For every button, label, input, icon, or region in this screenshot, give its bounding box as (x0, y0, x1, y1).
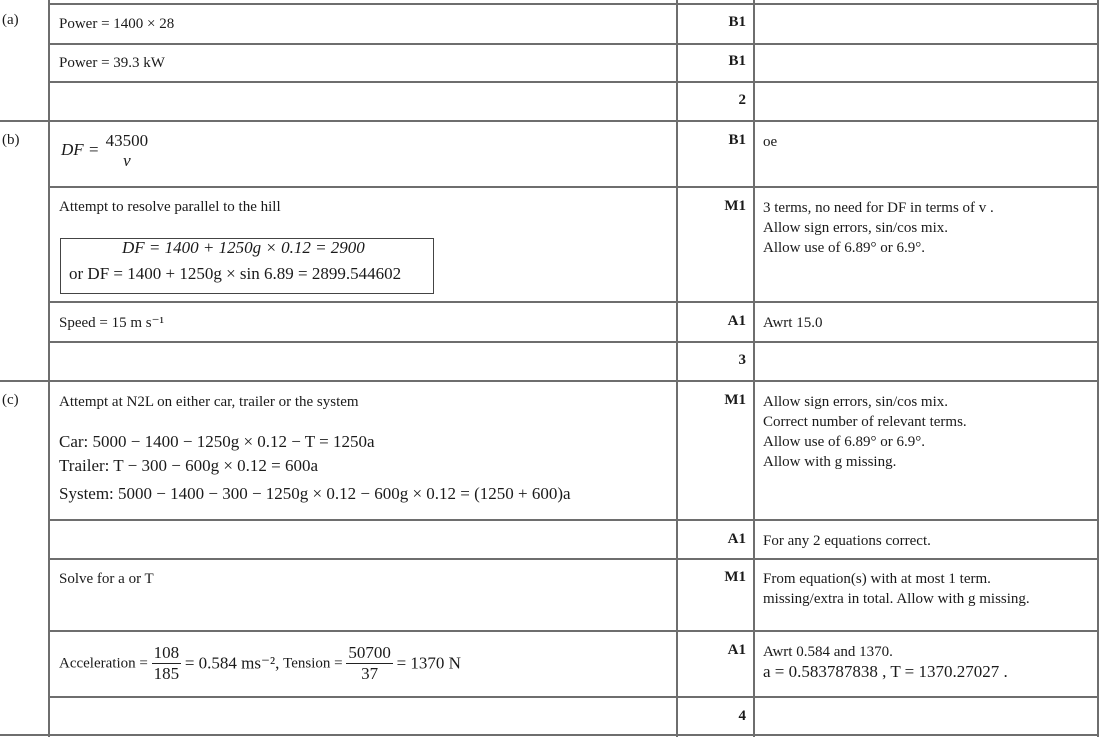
df-numerator: 43500 (105, 131, 149, 150)
acceleration-numerator: 108 (153, 643, 180, 662)
note-awrt-final (763, 642, 1093, 682)
df-fraction (104, 131, 151, 171)
note-line: Allow use of 6.89° or 6.9°. (763, 434, 925, 450)
mark-m1: M1 (724, 569, 746, 585)
acceleration-denominator: 185 (153, 664, 180, 683)
column-divider-part (48, 0, 50, 737)
working-speed: Speed = 15 m s⁻¹ (59, 315, 165, 331)
note-line: Allow sign errors, sin/cos mix. (763, 394, 948, 410)
mark-a1: A1 (727, 642, 746, 658)
note-line: Allow with g missing. (763, 454, 897, 470)
note-resolve (763, 198, 1093, 258)
note-awrt: Awrt 15.0 (763, 315, 823, 331)
row-divider (49, 558, 1099, 560)
table-border-right (1097, 0, 1099, 737)
part-label-a: (a) (2, 12, 19, 28)
df-lhs: DF = (61, 139, 100, 159)
working-power-expression: Power = 1400 × 28 (59, 16, 175, 32)
note-line: missing/extra in total. Allow with g missing. (763, 591, 1030, 607)
row-divider (49, 301, 1099, 303)
working-driving-force (61, 131, 150, 171)
tension-denominator: 37 (361, 664, 379, 683)
tension-fraction (346, 643, 393, 684)
row-divider (49, 341, 1099, 343)
mark-total-a: 2 (738, 92, 746, 108)
working-n2l-text: Attempt at N2L on either car, trailer or the system (59, 394, 359, 410)
equation-car: Car: 5000 − 1400 − 1250g × 0.12 − T = 1250a (59, 432, 375, 451)
row-divider (49, 43, 1099, 45)
equation-df-tan: DF = 1400 + 1250g × 0.12 = 2900 (122, 238, 365, 257)
mark-b1: B1 (728, 132, 746, 148)
tension-numerator: 50700 (348, 643, 391, 662)
working-acceleration-tension (59, 643, 461, 684)
note-line: Allow sign errors, sin/cos mix. (763, 220, 948, 236)
acceleration-label: Acceleration = (59, 655, 148, 672)
part-divider (0, 120, 1099, 122)
column-divider-note (753, 0, 755, 737)
equation-system: System: 5000 − 1400 − 300 − 1250g × 0.12 − 600g × 0.12 = (1250 + 600)a (59, 484, 571, 503)
equation-trailer: Trailer: T − 300 − 600g × 0.12 = 600a (59, 456, 319, 475)
note-two-equations: For any 2 equations correct. (763, 533, 931, 549)
note-line: From equation(s) with at most 1 term. (763, 571, 991, 587)
working-solve: Solve for a or T (59, 571, 154, 587)
row-divider (49, 186, 1099, 188)
part-label-b: (b) (2, 132, 20, 148)
mark-m1: M1 (724, 198, 746, 214)
note-line-exact: a = 0.583787838 , T = 1370.27027 . (763, 662, 1008, 681)
note-oe: oe (763, 134, 778, 150)
mark-a1: A1 (727, 313, 746, 329)
part-divider (0, 380, 1099, 382)
note-line: Awrt 0.584 and 1370. (763, 644, 893, 660)
mark-total-c: 4 (738, 708, 746, 724)
working-power-result: Power = 39.3 kW (59, 55, 165, 71)
tension-value: = 1370 N (396, 653, 461, 673)
note-line: Allow use of 6.89° or 6.9°. (763, 240, 925, 256)
note-line: 3 terms, no need for DF in terms of v . (763, 200, 994, 216)
note-line: Correct number of relevant terms. (763, 414, 967, 430)
working-resolve-text: Attempt to resolve parallel to the hill (59, 199, 281, 215)
mark-a1: A1 (727, 531, 746, 547)
row-divider (49, 519, 1099, 521)
acceleration-fraction (152, 643, 182, 684)
mark-b1: B1 (728, 53, 746, 69)
note-n2l (763, 392, 1093, 472)
row-divider (49, 81, 1099, 83)
mark-m1: M1 (724, 392, 746, 408)
row-divider (49, 630, 1099, 632)
note-solve (763, 569, 1093, 609)
table-border-bottom (0, 734, 1099, 736)
df-denominator: v (123, 151, 131, 170)
mark-b1: B1 (728, 14, 746, 30)
part-label-c: (c) (2, 392, 19, 408)
acceleration-value: = 0.584 ms⁻², (184, 653, 280, 673)
row-divider (49, 696, 1099, 698)
table-border-top (49, 3, 1099, 5)
equation-df-sin: or DF = 1400 + 1250g × sin 6.89 = 2899.544602 (69, 264, 402, 283)
tension-label: Tension = (283, 655, 343, 672)
mark-total-b: 3 (738, 352, 746, 368)
